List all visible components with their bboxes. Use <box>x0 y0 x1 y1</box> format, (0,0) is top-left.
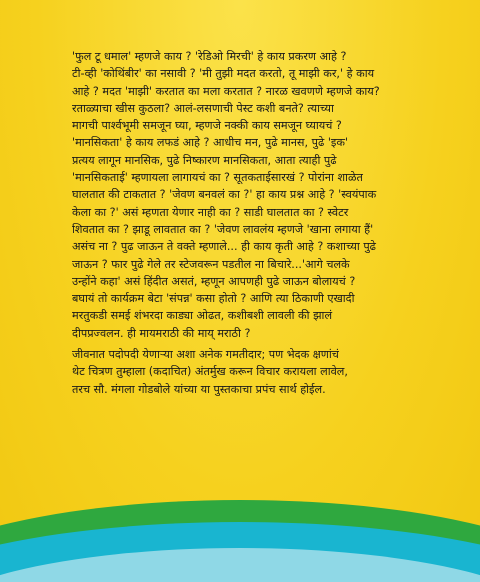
text-line: टी-व्ही 'कोथिंबीर' का नसावी ? 'मी तुझी मदत करतो, तू माझी कर,' हे काय <box>72 67 375 81</box>
text-line: रताळ्याचा खीस कुठला? आलं-लसणाची पेस्ट कशी बनते? त्याच्या <box>72 101 334 115</box>
text-line: 'मानसिकताई' म्हणायला लागायचं का ? सूतकताईसारखं ? पोरांना शाळेत <box>72 171 363 185</box>
text-line: जीवनात पदोपदी येणाऱ्या अशा अनेक गमतीदार; पण भेदक क्षणांचं <box>72 348 339 362</box>
text-line: थेट चित्रण तुम्हाला (कदाचित) अंतर्मुख करून विचार करायला लावेल, <box>72 365 348 379</box>
text-line: आहे ? मदत 'माझी' करतात का मला करतात ? नारळ खवणणे म्हणजे काय? <box>72 84 380 98</box>
text-line: मागची पार्श्वभूमी समजून घ्या, म्हणजे नक्की काय समजून घ्यायचं ? <box>72 119 342 133</box>
text-line: 'फुल टू धमाल' म्हणजे काय ? 'रेडिओ मिरची' हे काय प्रकरण आहे ? <box>72 50 347 63</box>
blurb-paragraph-2 <box>56 346 428 398</box>
text-line: उन्होंने कहा' असं हिंदीत असतं, म्हणून आपणही पुढे जाऊन बोलायचं ? <box>72 274 356 288</box>
text-line: प्रत्यय लागून मानसिक, पुढे निष्कारण मानसिकता, आता त्याही पुढे <box>72 153 337 167</box>
blurb-text <box>56 48 428 398</box>
text-line: शिवतात का ? झाडू लावतात का ? 'जेवण लावलंय म्हणजे 'खाना लगाया हैं' <box>72 222 374 236</box>
text-line: तरच सौ. मंगला गोडबोले यांच्या या पुस्तकाचा प्रपंच सार्थ होईल. <box>72 382 326 396</box>
text-line: जाऊन ? फार पुढे गेले तर स्टेजवरून पडतील ना बिचारे...'आगे चलके <box>72 257 350 271</box>
text-line: घालतात की टाकतात ? 'जेवण बनवलं का ?' हा काय प्रश्न आहे ? 'स्वयंपाक <box>72 188 377 202</box>
blurb-paragraph-1 <box>56 48 428 342</box>
text-line: 'मानसिकता' हे काय लफडं आहे ? आधीच मन, पुढे मानस, पुढे 'इक' <box>72 136 349 150</box>
text-line: केला का ?' असं म्हणता येणार नाही का ? साडी घालतात का ? स्वेटर <box>72 205 349 219</box>
text-line: मरतुकडी समई शंभरदा काड्या ओढत, कशीबशी लावली की झालं <box>72 309 333 323</box>
text-line: असंच ना ? पुढ जाऊन ते वक्ते म्हणाले... ही काय कृती आहे ? कशाच्या पुढे <box>72 240 376 254</box>
text-line: दीपप्रज्वलन. ही मायमराठी की माय् मराठी ? <box>72 326 251 340</box>
text-line: बघायं तो कार्यक्रम बेटा 'संपन्न' कसा होतो ? आणि त्या ठिकाणी एखादी <box>72 292 355 306</box>
